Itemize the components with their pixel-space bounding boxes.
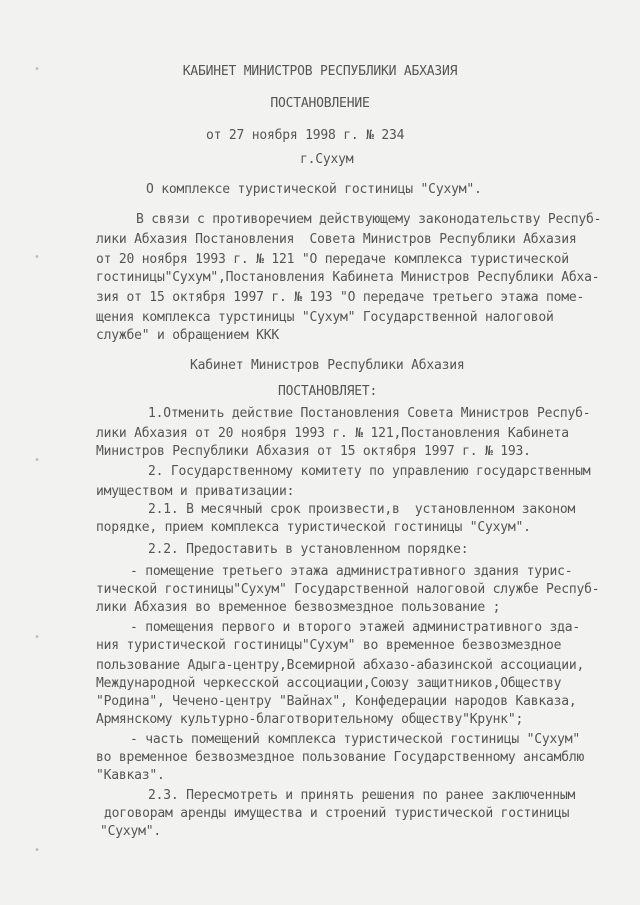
margin-mark: • [34,632,41,643]
item-line: - часть помещений комплекса туристической гостиницы "Сухум" [130,732,580,747]
item-line: 2.1. В месячный срок произвести,в установленном законом [148,502,576,517]
item-line: 2.3. Пересмотреть и принять решения по ранее заключенным [148,788,576,803]
org-title: КАБИНЕТ МИНИСТРОВ РЕСПУБЛИКИ АБХАЗИЯ [182,64,458,79]
city: г.Сухум [300,152,354,167]
item-line: тической гостиницы"Сухум" Государственной налоговой службе Респуб- [96,582,600,597]
item-line: ния туристической гостиницы"Сухум" во временное безвозмездное [96,638,562,653]
item-line: "Кавказ". [96,768,165,783]
margin-mark: • [34,64,41,75]
date-number: от 27 ноября 1998 г. № 234 [206,128,405,143]
item-line: "Родина", Чечено-центру "Вайнах", Конфедерации народов Кавказа, [96,694,577,709]
item-line: Армянскому культурно-благотворительному обществу"Крунк"; [96,712,524,727]
preamble-line: гостиницы"Сухум",Постановления Кабинета Министров Республики Абха- [96,270,600,285]
item-line: имуществом и приватизации: [96,484,295,499]
doc-type: ПОСТАНОВЛЕНИЕ [270,96,370,111]
preamble-line: зия от 15 октября 1997 г. № 193 "О передаче третьего этажа поме- [96,290,585,305]
preamble-line: от 20 ноября 1993 г. № 121 "О передаче комплекса туристической [96,252,569,267]
margin-mark: • [34,455,41,466]
item-line: лики Абхазия во временное безвозмездное пользование ; [96,600,501,615]
item-line: во временное безвозмездное пользование Государственному ансамблю [96,750,585,765]
margin-mark: • [34,845,41,856]
resolving-body: Кабинет Министров Республики Абхазия [190,358,465,373]
preamble-line: В связи с противоречием действующему законодательству Респуб- [136,212,602,227]
preamble-line: службе" и обращением ККК [96,328,280,343]
resolve-verb: ПОСТАНОВЛЯЕТ: [278,384,378,399]
item-line: "Сухум". [100,824,162,839]
item-line: 2.2. Предоставить в установленном порядке: [148,542,469,557]
item-line: пользование Адыга-центру,Всемирной абхазо-абазинской ассоциации, [96,658,585,673]
item-line: 1.Отменить действие Постановления Совета Министров Респуб- [148,406,591,421]
item-line: порядке, прием комплекса туристической гостиницы "Сухум". [96,520,531,535]
preamble-line: щения комплекса турстиницы "Сухум" Государственной налоговой [96,310,554,325]
item-line: лики Абхазия от 20 ноября 1993 г. № 121,Постановления Кабинета [96,426,569,441]
item-line: договорам аренды имущества и строений туристической гостиницы [104,806,570,821]
preamble-line: лики Абхазия Постановления Совета Министров Республики Абхазия [96,232,577,247]
item-line: Министров Республики Абхазия от 15 октября 1997 г. № 193. [96,444,531,459]
item-line: Международной черкесской ассоциации,Союзу защитников,Обществу [96,676,562,691]
subject: О комплексе туристической гостиницы "Сухум". [146,182,482,197]
item-line: - помещения первого и второго этажей административного зда- [130,620,580,635]
item-line: 2. Государственному комитету по управлению государственным [148,464,591,479]
margin-mark: • [34,252,41,263]
item-line: - помещение третьего этажа административного здания турис- [130,564,573,579]
